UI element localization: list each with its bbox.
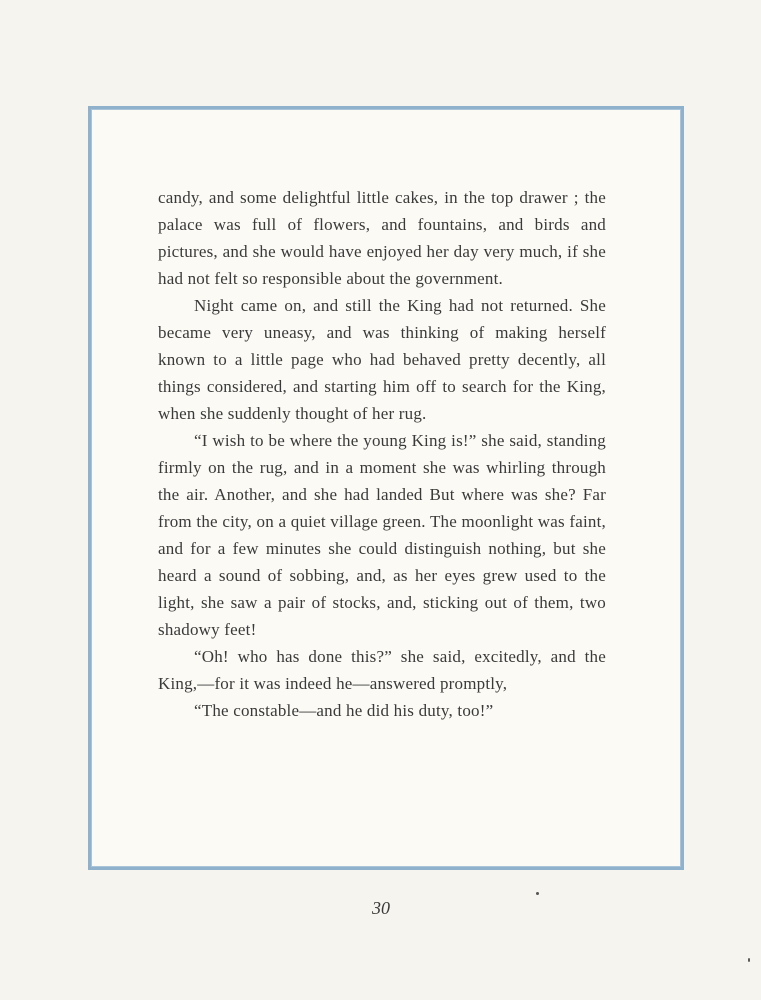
paper-speck	[536, 892, 539, 895]
paragraph: “The constable—and he did his duty, too!”	[194, 701, 494, 720]
paragraph: Night came on, and still the King had not returned. She became very uneasy, and was thinking of making herself known to a little page who had behaved pretty decently, all things considered, and starting him off to search for the King, when she suddenly thought of her rug.	[158, 296, 606, 423]
page-number: 30	[372, 898, 390, 918]
paragraph: candy, and some delightful little cakes, in the top drawer ; the palace was full of flowers, and fountains, and birds and pictures, and she would have enjoyed her day very much, if she had not felt so responsible about the government.	[158, 188, 606, 288]
body-text	[158, 184, 606, 724]
paper-speck	[748, 958, 750, 962]
paragraph: “I wish to be where the young King is!” she said, standing firmly on the rug, and in a moment she was whirling through the air. Another, and she had landed But where was she? Far from the city, on a quiet village green. The moonlight was faint, and for a few minutes she could distinguish nothing, but she heard a sound of sobbing, and, as her eyes grew used to the light, she saw a pair of stocks, and, sticking out of them, two shadowy feet!	[158, 431, 606, 639]
paragraph: “Oh! who has done this?” she said, excitedly, and the King,—for it was indeed he—answered promptly,	[158, 647, 606, 693]
